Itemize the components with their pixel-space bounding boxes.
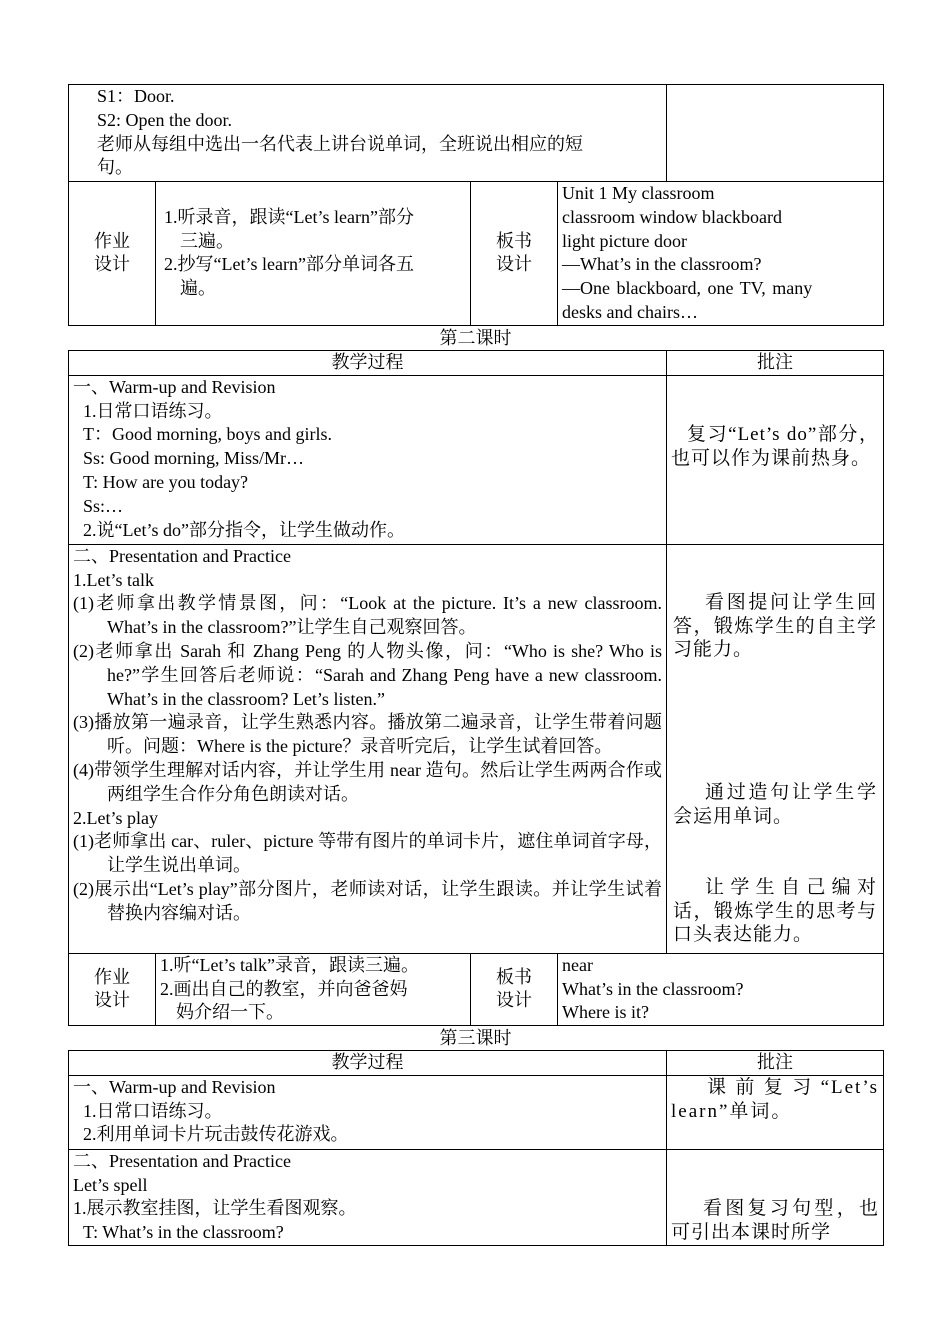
lesson1-note-cell — [667, 85, 884, 182]
step: (1)老师拿出 car、ruler、picture 等带有图片的单词卡片，遮住单词首字母，让学生说出单词。 — [73, 831, 662, 876]
section-heading: 二、Presentation and Practice — [73, 1150, 291, 1171]
presentation-section: 二、Presentation and Practice 1.Let’s talk (1)老师拿出教学情景图，问：“Look at the picture. It’s a new classroom. What’s in the classroom?”让学生自己观察回答。 (2)老师拿出 Sarah 和 Zhang Peng 的人物头像，问：“Who is she? Who is he?”学生回答后老师说：“Sarah and Zhang Peng have a new classroom. What’s in the classroom? Let’s listen.” (3)播放第一遍录音，让学生熟悉内容。播放第二遍录音，让学生带着问题听。问题：Where is the picture？录音听完后，让学生试着回答。 (4)带领学生理解对话内容，并让学生用 near 造句。然后让学生两两合作或两组学生合作分角色朗读对话。 2.Let’s play (1)老师拿出 car、ruler、picture 等带有图片的单词卡片，遮住单词首字母，让学生说出单词。 (2)展示出“Let’s play”部分图片，老师读对话，让学生跟读。并让学生试着替换内容编对话。 — [69, 544, 667, 953]
presentation-note: 看图复习句型，也可引出本课时所学 — [667, 1149, 884, 1245]
presentation-notes: 看图提问让学生回答，锻炼学生的自主学习能力。 通过造句让学生学会运用单词。 让学生自己编对话，锻炼学生的思考与口头表达能力。 — [667, 544, 884, 953]
lesson1-activity-cell — [69, 85, 667, 182]
homework-label: 作业 设计 — [69, 953, 156, 1025]
homework-content: 1.听“Let’s talk”录音，跟读三遍。 2.画出自己的教室，并向爸爸妈 妈介绍一下。 — [156, 953, 471, 1025]
instruction-line: 句。 — [97, 157, 133, 178]
lesson2-table — [68, 350, 884, 1026]
process-header: 教学过程 — [69, 351, 667, 376]
presentation-section: 二、Presentation and Practice Let’s spell 1.展示教室挂图，让学生看图观察。 T: What’s in the classroom? — [69, 1149, 667, 1245]
warmup-note: 课前复习“Let’s learn”单词。 — [667, 1075, 884, 1149]
warmup-section: 一、Warm-up and Revision 1.日常口语练习。 T：Good morning, boys and girls. Ss: Good morning, Miss/Mr… T: How are you today? Ss:… 2.说“Let’s do”部分指令，让学生做动作。 — [69, 375, 667, 544]
step: (2)展示出“Let’s play”部分图片，老师读对话，让学生跟读。并让学生试着替换内容编对话。 — [73, 878, 662, 923]
step: (3)播放第一遍录音，让学生熟悉内容。播放第二遍录音，让学生带着问题听。问题：Where is the picture？录音听完后，让学生试着回答。 — [73, 712, 662, 757]
dialog-line: S1：Door. — [97, 86, 175, 106]
homework-label: 作业 设计 — [69, 182, 156, 326]
section-heading: 二、Presentation and Practice — [73, 545, 291, 566]
warmup-section: 一、Warm-up and Revision 1.日常口语练习。 2.利用单词卡片玩击鼓传花游戏。 — [69, 1075, 667, 1149]
step: (2)老师拿出 Sarah 和 Zhang Peng 的人物头像，问：“Who is she? Who is he?”学生回答后老师说：“Sarah and Zhang Peng have a new classroom. What’s in the classroom? Let’s listen.” — [73, 640, 662, 709]
lesson3-table — [68, 1050, 884, 1246]
homework-content: 1.听录音，跟读“Let’s learn”部分 三遍。 2.抄写“Let’s learn”部分单词各五 遍。 — [156, 182, 471, 326]
lesson1-tail-table — [68, 84, 884, 326]
instruction-line: 老师从每组中选出一名代表上讲台说单词，全班说出相应的短 — [97, 133, 583, 154]
lesson2-title: 第二课时 — [439, 328, 512, 348]
dialog-line: S2: Open the door. — [97, 109, 232, 130]
step: (4)带领学生理解对话内容，并让学生用 near 造句。然后让学生两两合作或两组学生合作分角色朗读对话。 — [73, 759, 662, 804]
lesson3-title: 第三课时 — [439, 1028, 512, 1048]
notes-header: 批注 — [667, 351, 884, 376]
section-heading: 一、Warm-up and Revision — [73, 376, 276, 397]
board-content: near What’s in the classroom? Where is it? — [558, 953, 884, 1025]
section-heading: 一、Warm-up and Revision — [73, 1076, 276, 1097]
board-label: 板书 设计 — [471, 953, 558, 1025]
step: (1)老师拿出教学情景图，问：“Look at the picture. It’s a new classroom. What’s in the classroom?”让学生自己观察回答。 — [73, 593, 662, 638]
board-content: Unit 1 My classroom classroom window blackboard light picture door —What’s in the classroom? —One blackboard, one TV, many desks and chairs… — [558, 182, 884, 326]
board-label: 板书 设计 — [471, 182, 558, 326]
warmup-note: 复习“Let’s do”部分，也可以作为课前热身。 — [667, 375, 884, 544]
notes-header: 批注 — [667, 1051, 884, 1076]
process-header: 教学过程 — [69, 1051, 667, 1076]
